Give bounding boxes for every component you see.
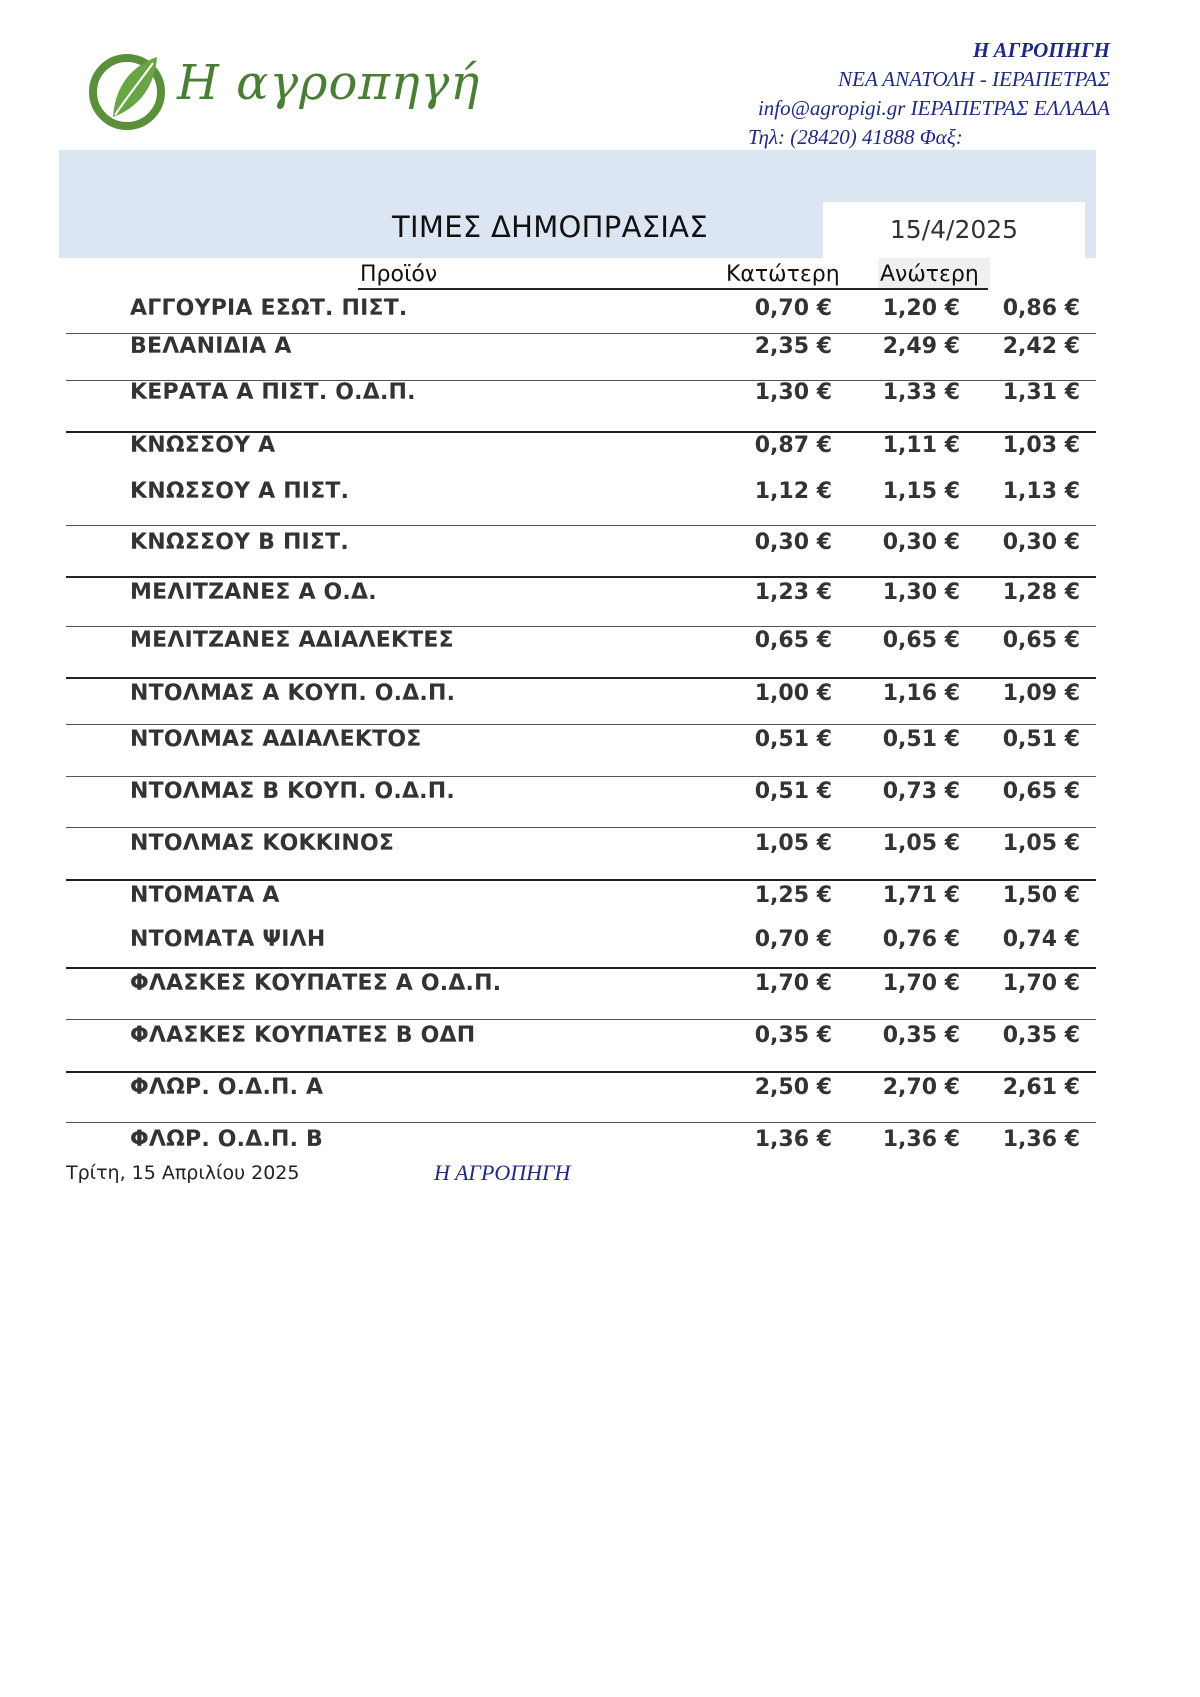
table-row: [0, 628, 1200, 664]
row-product: ΦΛΩΡ. Ο.Δ.Π. Β: [130, 1127, 324, 1152]
row-avg-price: 0,65 €: [1002, 628, 1080, 653]
table-row: [0, 883, 1200, 919]
table-row: [0, 727, 1200, 763]
row-min-price: 1,30 €: [754, 380, 832, 405]
row-product: ΝΤΟΛΜΑΣ Α ΚΟΥΠ. Ο.Δ.Π.: [130, 681, 456, 706]
table-row: [0, 1127, 1200, 1163]
row-min-price: 0,35 €: [754, 1023, 832, 1048]
row-product: ΜΕΛΙΤΖΑΝΕΣ ΑΔΙΑΛΕΚΤΕΣ: [130, 628, 454, 653]
row-avg-price: 1,05 €: [1002, 831, 1080, 856]
footer-company: Η ΑΓΡΟΠΗΓΗ: [434, 1160, 571, 1185]
row-product: ΦΛΑΣΚΕΣ ΚΟΥΠΑΤΕΣ Α Ο.Δ.Π.: [130, 971, 502, 996]
row-min-price: 0,70 €: [754, 927, 832, 952]
row-product: ΜΕΛΙΤΖΑΝΕΣ Α Ο.Δ.: [130, 580, 377, 605]
row-max-price: 1,71 €: [882, 883, 960, 908]
auction-date: 15/4/2025: [823, 202, 1085, 258]
logo-wordmark: Η αγροπηγή: [177, 55, 481, 111]
row-min-price: 1,12 €: [754, 479, 832, 504]
row-avg-price: 0,65 €: [1002, 779, 1080, 804]
table-row: [0, 433, 1200, 469]
row-max-price: 0,65 €: [882, 628, 960, 653]
row-separator: [66, 967, 1096, 969]
header-product: Προϊόν: [360, 262, 438, 287]
table-row: [0, 380, 1200, 416]
row-min-price: 1,00 €: [754, 681, 832, 706]
row-product: ΝΤΟΜΑΤΑ ΨΙΛΗ: [130, 927, 326, 952]
leaf-icon: [85, 45, 175, 135]
row-product: ΦΛΑΣΚΕΣ ΚΟΥΠΑΤΕΣ Β ΟΔΠ: [130, 1023, 476, 1048]
row-separator: [66, 525, 1096, 526]
company-logo: [85, 45, 481, 145]
row-product: ΦΛΩΡ. Ο.Δ.Π. Α: [130, 1075, 324, 1100]
table-row: [0, 580, 1200, 616]
row-product: ΚΝΩΣΣΟΥ Α ΠΙΣΤ.: [130, 479, 350, 504]
row-min-price: 1,25 €: [754, 883, 832, 908]
table-row: [0, 927, 1200, 963]
row-min-price: 2,50 €: [754, 1075, 832, 1100]
row-separator: [66, 776, 1096, 777]
table-row: [0, 296, 1200, 332]
company-info: [747, 36, 1110, 152]
row-max-price: 1,36 €: [882, 1127, 960, 1152]
row-avg-price: 1,13 €: [1002, 479, 1080, 504]
table-row: [0, 334, 1200, 370]
page-title: ΤΙΜΕΣ ΔΗΜΟΠΡΑΣΙΑΣ: [392, 210, 708, 244]
row-max-price: 0,30 €: [882, 530, 960, 555]
row-avg-price: 2,42 €: [1002, 334, 1080, 359]
table-row: [0, 479, 1200, 515]
row-max-price: 1,70 €: [882, 971, 960, 996]
row-product: ΝΤΟΛΜΑΣ ΚΟΚΚΙΝΟΣ: [130, 831, 395, 856]
table-row: [0, 530, 1200, 566]
row-separator: [66, 879, 1096, 881]
row-avg-price: 0,30 €: [1002, 530, 1080, 555]
row-separator: [66, 1122, 1096, 1123]
row-separator: [66, 626, 1096, 627]
row-separator: [66, 677, 1096, 679]
row-max-price: 0,76 €: [882, 927, 960, 952]
row-max-price: 1,16 €: [882, 681, 960, 706]
row-min-price: 0,87 €: [754, 433, 832, 458]
row-min-price: 0,51 €: [754, 779, 832, 804]
row-avg-price: 1,31 €: [1002, 380, 1080, 405]
company-name: Η ΑΓΡΟΠΗΓΗ: [972, 38, 1110, 62]
row-max-price: 1,30 €: [882, 580, 960, 605]
row-avg-price: 0,35 €: [1002, 1023, 1080, 1048]
row-avg-price: 1,50 €: [1002, 883, 1080, 908]
row-product: ΒΕΛΑΝΙΔΙΑ Α: [130, 334, 292, 359]
row-min-price: 1,70 €: [754, 971, 832, 996]
table-row: [0, 831, 1200, 867]
row-product: ΚΕΡΑΤΑ Α ΠΙΣΤ. Ο.Δ.Π.: [130, 380, 416, 405]
row-separator: [66, 1071, 1096, 1073]
row-avg-price: 1,70 €: [1002, 971, 1080, 996]
company-phone: Τηλ: (28420) 41888 Φαξ:: [747, 125, 963, 149]
row-max-price: 0,35 €: [882, 1023, 960, 1048]
row-product: ΝΤΟΛΜΑΣ ΑΔΙΑΛΕΚΤΟΣ: [130, 727, 422, 752]
table-row: [0, 1023, 1200, 1059]
row-max-price: 1,11 €: [882, 433, 960, 458]
row-avg-price: 2,61 €: [1002, 1075, 1080, 1100]
row-avg-price: 1,09 €: [1002, 681, 1080, 706]
row-max-price: 1,20 €: [882, 296, 960, 321]
row-avg-price: 0,86 €: [1002, 296, 1080, 321]
row-max-price: 1,05 €: [882, 831, 960, 856]
row-min-price: 0,70 €: [754, 296, 832, 321]
row-avg-price: 1,28 €: [1002, 580, 1080, 605]
row-min-price: 1,23 €: [754, 580, 832, 605]
row-max-price: 1,33 €: [882, 380, 960, 405]
row-product: ΝΤΟΛΜΑΣ Β ΚΟΥΠ. Ο.Δ.Π.: [130, 779, 455, 804]
table-row: [0, 1075, 1200, 1111]
row-max-price: 1,15 €: [882, 479, 960, 504]
row-min-price: 1,36 €: [754, 1127, 832, 1152]
header-underline: [358, 288, 988, 290]
row-product: ΑΓΓΟΥΡΙΑ ΕΣΩΤ. ΠΙΣΤ.: [130, 296, 408, 321]
row-avg-price: 0,74 €: [1002, 927, 1080, 952]
row-product: ΚΝΩΣΣΟΥ Β ΠΙΣΤ.: [130, 530, 349, 555]
company-address: ΝΕΑ ΑΝΑΤΟΛΗ - ΙΕΡΑΠΕΤΡΑΣ: [838, 67, 1110, 91]
row-min-price: 2,35 €: [754, 334, 832, 359]
row-min-price: 1,05 €: [754, 831, 832, 856]
table-row: [0, 971, 1200, 1007]
table-row: [0, 681, 1200, 717]
footer-date: Τρίτη, 15 Απριλίου 2025: [66, 1162, 300, 1184]
row-avg-price: 1,03 €: [1002, 433, 1080, 458]
row-max-price: 0,51 €: [882, 727, 960, 752]
row-max-price: 0,73 €: [882, 779, 960, 804]
header-min-price: Κατώτερη: [726, 262, 840, 287]
header-max-price: Ανώτερη: [880, 262, 979, 287]
row-max-price: 2,70 €: [882, 1075, 960, 1100]
row-min-price: 0,30 €: [754, 530, 832, 555]
row-avg-price: 1,36 €: [1002, 1127, 1080, 1152]
row-separator: [66, 827, 1096, 828]
row-separator: [66, 1019, 1096, 1020]
company-email: info@agropigi.gr ΙΕΡΑΠΕΤΡΑΣ ΕΛΛΑΔΑ: [757, 96, 1110, 120]
row-min-price: 0,65 €: [754, 628, 832, 653]
row-avg-price: 0,51 €: [1002, 727, 1080, 752]
table-row: [0, 779, 1200, 815]
row-product: ΝΤΟΜΑΤΑ Α: [130, 883, 280, 908]
row-separator: [66, 576, 1096, 578]
row-separator: [66, 724, 1096, 725]
row-product: ΚΝΩΣΣΟΥ Α: [130, 433, 276, 458]
row-max-price: 2,49 €: [882, 334, 960, 359]
row-min-price: 0,51 €: [754, 727, 832, 752]
